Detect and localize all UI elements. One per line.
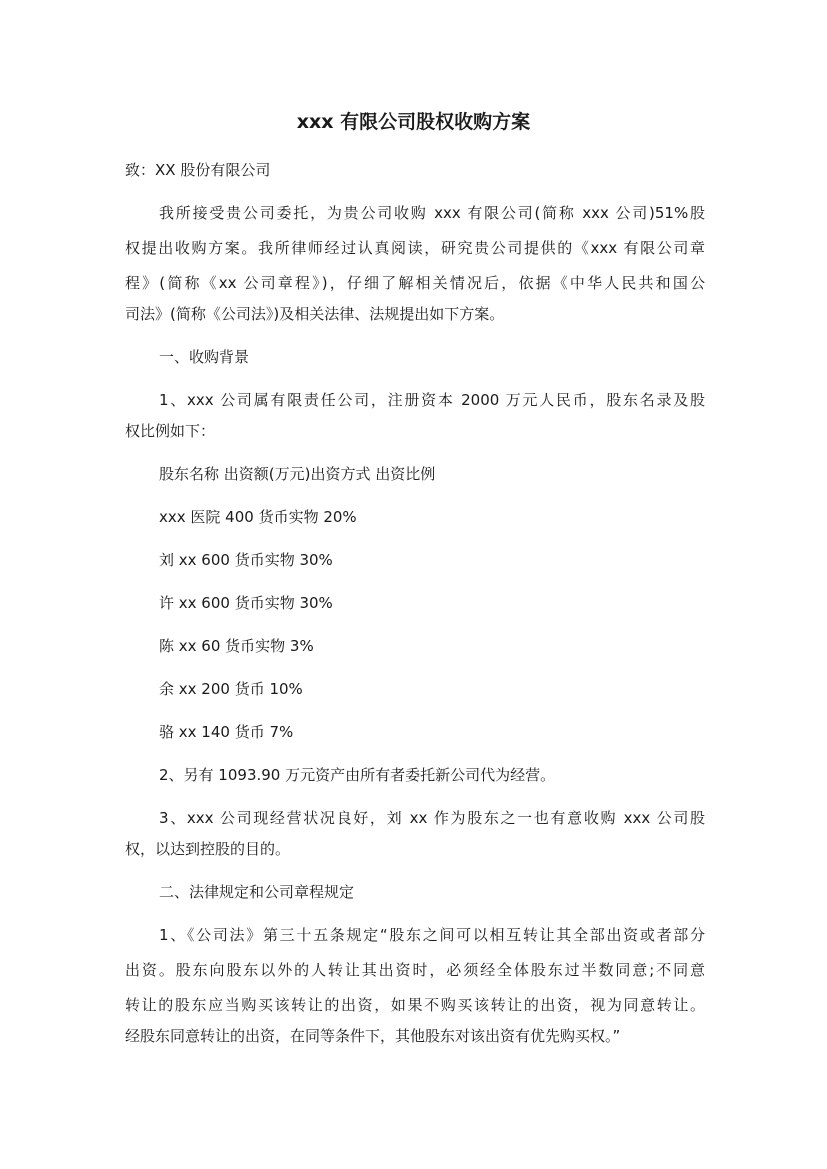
intro-paragraph-line-1: 我所接受贵公司委托，为贵公司收购 xxx 有限公司(简称 xxx 公司)51%股 <box>159 204 705 222</box>
legal-item-1-line-2: 出资。股东向股东以外的人转让其出资时，必须经全体股东过半数同意;不同意 <box>125 961 705 979</box>
legal-item-1-line-1: 1、《公司法》第三十五条规定“股东之间可以相互转让其全部出资或者部分 <box>159 926 705 944</box>
shareholder-table-header: 股东名称 出资额(万元)出资方式 出资比例 <box>159 465 436 483</box>
shareholder-row: xxx 医院 400 货币实物 20% <box>159 508 357 526</box>
section-heading-background: 一、收购背景 <box>159 348 250 366</box>
background-item-2: 2、另有 1093.90 万元资产由所有者委托新公司代为经营。 <box>159 766 556 784</box>
legal-item-1-line-4: 经股东同意转让的出资，在同等条件下，其他股东对该出资有优先购买权。” <box>125 1027 621 1045</box>
intro-paragraph-line-3: 程》(简称《xx 公司章程》)，仔细了解相关情况后，依据《中华人民共和国公 <box>125 274 705 292</box>
addressee-line: 致：XX 股份有限公司 <box>125 161 271 179</box>
background-item-1-line-2: 权比例如下： <box>125 422 216 440</box>
background-item-3-line-2: 权，以达到控股的目的。 <box>125 840 291 858</box>
shareholder-row: 骆 xx 140 货币 7% <box>159 723 294 741</box>
legal-item-1-line-3: 转让的股东应当购买该转让的出资，如果不购买该转让的出资，视为同意转让。 <box>125 996 705 1014</box>
shareholder-row: 陈 xx 60 货币实物 3% <box>159 637 314 655</box>
shareholder-row: 刘 xx 600 货币实物 30% <box>159 551 333 569</box>
shareholder-row: 许 xx 600 货币实物 30% <box>159 594 333 612</box>
intro-paragraph-line-4: 司法》(简称《公司法》)及相关法律、法规提出如下方案。 <box>125 305 505 323</box>
shareholder-row: 余 xx 200 货币 10% <box>159 680 303 698</box>
document-title: xxx 有限公司股权收购方案 <box>296 111 531 133</box>
intro-paragraph-line-2: 权提出收购方案。我所律师经过认真阅读，研究贵公司提供的《xxx 有限公司章 <box>125 239 705 257</box>
background-item-1-line-1: 1、xxx 公司属有限责任公司，注册资本 2000 万元人民币，股东名录及股 <box>159 391 705 409</box>
background-item-3-line-1: 3、xxx 公司现经营状况良好，刘 xx 作为股东之一也有意收购 xxx 公司股 <box>159 809 705 827</box>
section-heading-legal: 二、法律规定和公司章程规定 <box>159 883 355 901</box>
